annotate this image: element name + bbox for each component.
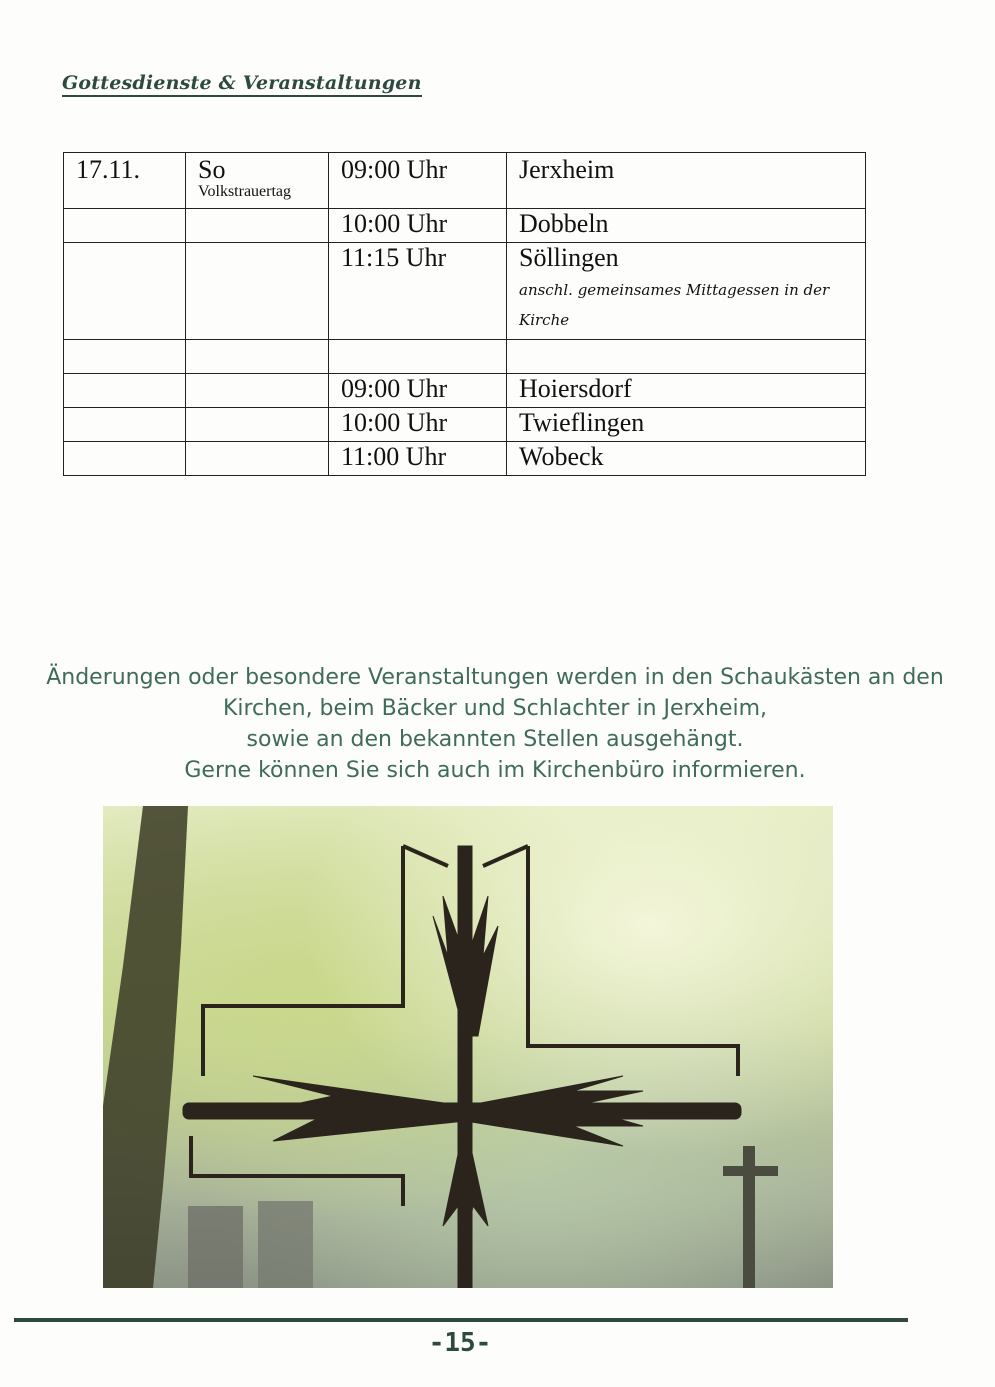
date-cell <box>64 209 186 243</box>
place-cell <box>507 408 866 442</box>
page-title: Gottesdienste & Veranstaltungen <box>62 72 422 97</box>
table-row <box>64 153 866 209</box>
date-cell <box>64 243 186 340</box>
table-row <box>64 442 866 476</box>
page-number: -15- <box>428 1328 492 1358</box>
date-cell <box>64 408 186 442</box>
day-cell <box>186 153 329 209</box>
date-cell <box>64 153 186 209</box>
time-text: 11:15 Uhr <box>341 243 447 272</box>
info-line: Kirchen, beim Bäcker und Schlachter in Jerxheim, <box>222 696 768 721</box>
time-text: 09:00 Uhr <box>341 155 448 184</box>
time-text: 10:00 Uhr <box>341 408 448 437</box>
place-cell <box>507 374 866 408</box>
time-text: 10:00 Uhr <box>341 209 448 238</box>
table-row <box>64 340 866 374</box>
day-cell <box>186 442 329 476</box>
day-cell <box>186 374 329 408</box>
day-text: So <box>198 155 226 184</box>
time-text: 09:00 Uhr <box>341 374 448 403</box>
place-text: Wobeck <box>519 442 604 471</box>
place-text: Twieflingen <box>519 408 645 437</box>
day-cell <box>186 340 329 374</box>
day-cell <box>186 209 329 243</box>
time-cell <box>329 243 507 340</box>
date-cell <box>64 442 186 476</box>
table-row <box>64 243 866 340</box>
place-cell <box>507 153 866 209</box>
place-note: anschl. gemeinsames Mittagessen in der Kirche <box>519 281 830 329</box>
info-line: sowie an den bekannten Stellen ausgehängt. <box>246 727 744 752</box>
iron-cross-silhouette <box>103 806 833 1288</box>
time-cell <box>329 209 507 243</box>
place-cell <box>507 442 866 476</box>
day-cell <box>186 408 329 442</box>
time-cell <box>329 374 507 408</box>
place-text: Jerxheim <box>519 155 615 184</box>
place-text: Dobbeln <box>519 209 609 238</box>
day-cell <box>186 243 329 340</box>
table-row <box>64 408 866 442</box>
table-row <box>64 374 866 408</box>
time-text: 11:00 Uhr <box>341 442 447 471</box>
place-cell <box>507 340 866 374</box>
place-cell <box>507 209 866 243</box>
table-row <box>64 209 866 243</box>
time-cell <box>329 408 507 442</box>
place-cell <box>507 243 866 340</box>
cross-photo <box>103 806 833 1288</box>
place-text: Hoiersdorf <box>519 374 632 403</box>
date-cell <box>64 374 186 408</box>
time-cell <box>329 442 507 476</box>
time-cell <box>329 340 507 374</box>
info-line: Gerne können Sie sich auch im Kirchenbüro informieren. <box>184 758 806 783</box>
info-line: Änderungen oder besondere Veranstaltungen werden in den Schaukästen an den <box>46 665 944 690</box>
date-cell <box>64 340 186 374</box>
info-text <box>30 662 960 786</box>
time-cell <box>329 153 507 209</box>
date-text: 17.11. <box>76 155 141 184</box>
day-note: Volkstrauertag <box>198 183 292 200</box>
place-text: Söllingen <box>519 243 619 272</box>
schedule-table <box>63 152 866 476</box>
footer-divider <box>14 1318 908 1322</box>
